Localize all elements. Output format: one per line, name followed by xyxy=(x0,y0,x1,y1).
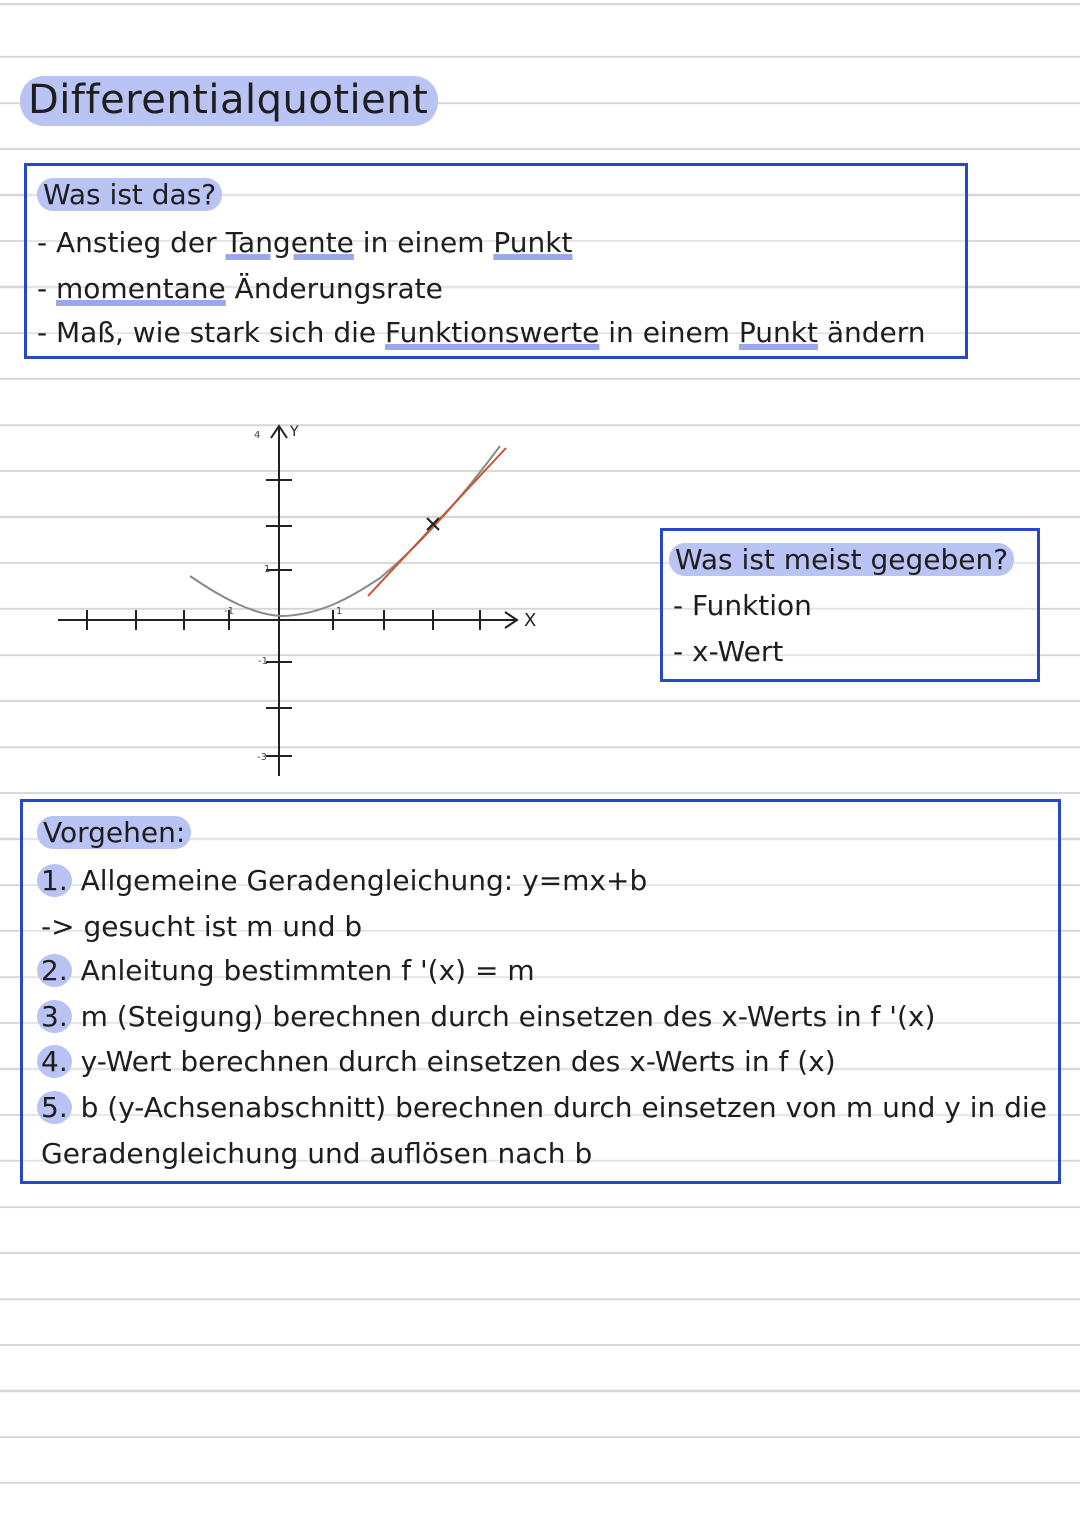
step-number-2: 2. xyxy=(37,954,72,987)
term-funktionswerte: Funktionswerte xyxy=(385,316,600,349)
procedure-step-5-continued: Geradengleichung und auflösen nach b xyxy=(41,1137,593,1170)
procedure-step-3: 3. m (Steigung) berechnen durch einsetzen des x-Werts in f '(x) xyxy=(37,1000,935,1034)
definition-line-3: - Maß, wie stark sich die Funktionswerte in einem Punkt ändern xyxy=(37,316,926,349)
x-tick-label-1: 1 xyxy=(336,606,343,617)
step-number-3: 3. xyxy=(37,1000,72,1033)
given-item-funktion: - Funktion xyxy=(673,589,812,622)
given-item-x-wert: - x-Wert xyxy=(673,635,784,668)
axes xyxy=(58,426,517,776)
page-title: Differentialquotient xyxy=(20,76,438,126)
definition-heading: Was ist das? xyxy=(37,178,222,211)
y-tick-label-minus-1: -1 xyxy=(258,656,268,667)
x-tick-label-minus-1: -1 xyxy=(224,606,234,617)
y-tick-label-minus-3: -3 xyxy=(257,752,267,763)
y-tick-label-4: 4 xyxy=(254,430,261,441)
procedure-step-2: 2. Anleitung bestimmten f '(x) = m xyxy=(37,954,535,988)
term-momentane: momentane xyxy=(56,272,226,305)
definition-box xyxy=(24,163,968,359)
definition-line-2: - momentane Änderungsrate xyxy=(37,272,443,305)
procedure-step-1: 1. Allgemeine Geradengleichung: y=mx+b xyxy=(37,864,647,898)
y-tick-label-1: 1 xyxy=(264,564,271,575)
term-tangente: Tangente xyxy=(225,226,354,259)
given-heading: Was ist meist gegeben? xyxy=(669,543,1014,576)
given-box xyxy=(660,528,1040,682)
procedure-step-4: 4. y-Wert berechnen durch einsetzen des x-Werts in f (x) xyxy=(37,1045,836,1079)
x-axis-label: X xyxy=(524,610,537,631)
y-axis-label: Y xyxy=(290,424,299,440)
procedure-note: -> gesucht ist m und b xyxy=(41,910,363,943)
procedure-heading: Vorgehen: xyxy=(37,816,191,849)
procedure-step-5: 5. b (y-Achsenabschnitt) berechnen durch einsetzen von m und y in die xyxy=(37,1091,1047,1125)
function-graph xyxy=(50,410,550,790)
procedure-box xyxy=(20,799,1061,1184)
term-punkt-2: Punkt xyxy=(738,316,818,349)
step-number-5: 5. xyxy=(37,1091,72,1124)
definition-line-1: - Anstieg der Tangente in einem Punkt xyxy=(37,226,573,259)
function-curve xyxy=(190,446,500,616)
tangent-line xyxy=(368,448,506,596)
term-punkt: Punkt xyxy=(493,226,573,259)
step-number-4: 4. xyxy=(37,1045,72,1078)
step-number-1: 1. xyxy=(37,864,72,897)
